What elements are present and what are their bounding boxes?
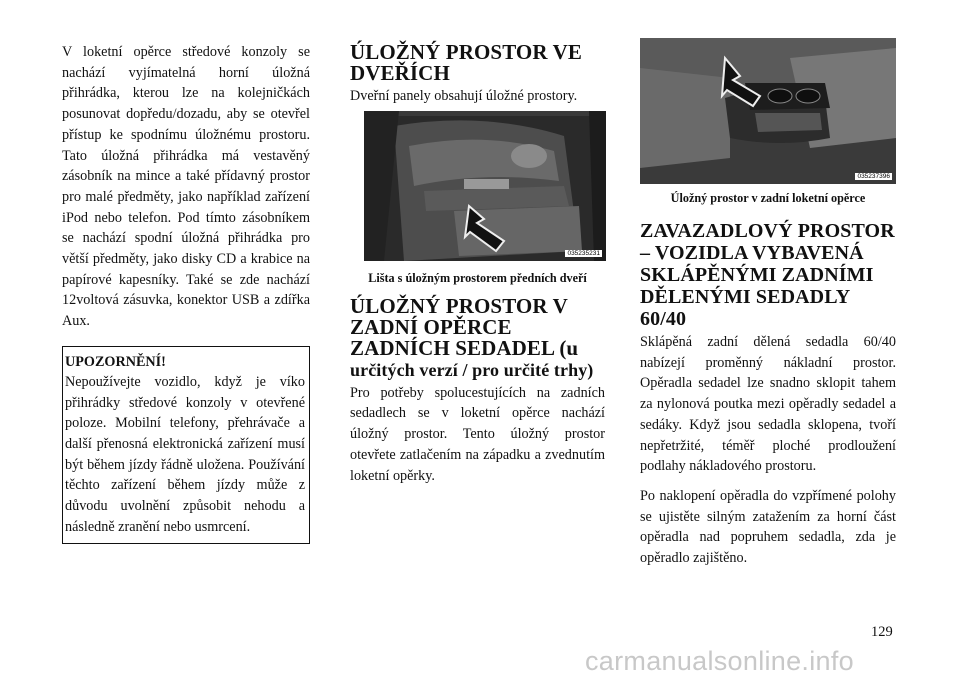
- warning-title: UPOZORNĚNÍ!: [65, 353, 166, 370]
- rear-armrest-figure: [640, 38, 896, 184]
- page-number: 129: [871, 624, 893, 640]
- door-storage-caption: Lišta s úložným prostorem předních dveří: [368, 270, 587, 285]
- watermark: carmanualsonline.info: [585, 646, 854, 676]
- console-storage-paragraph: V loketní opěrce středové konzoly se nachází vyjímatelná horní úložná přihrádka, kterou lze na kolejničkách posunovat dopředu/dozadu, aby se otevřel přístup ke spodnímu úložnému prostoru. Tato úložná přihrádka má vestavěný zásobník na mince a také přídavný prostor pro malé předměty, jako například zařízení iPod nebo telefon. Pod tímto zásobníkem se nachází spodní úložná přihrádka pro větší předměty, jako disky CD a krabice na papírové kapesníky. Také se zde nachází 12voltová zásuvka, konektor USB a zdířka Aux.: [62, 44, 310, 330]
- rear-armrest-caption: Úložný prostor v zadní loketní opěrce: [670, 191, 866, 205]
- column-2: [350, 42, 605, 495]
- door-storage-paragraph: Dveřní panely obsahují úložné prostory.: [350, 88, 578, 104]
- figure-code: 035235231: [567, 249, 600, 257]
- rear-armrest-heading-main: ÚLOŽNÝ PROSTOR V ZADNÍ OPĚRCE ZADNÍCH SEDADEL (u: [350, 293, 579, 360]
- warning-text: Nepoužívejte vozidlo, když je víko přihrádky středové konzoly v otevřené poloze. Mobilní telefony, přehrávače a další přenosná elektronická zařízení musí být během jízdy řádně uložena. Používání těchto zařízení během jízdy může z důvodu uvolnění způsobit nehodu a následně zranění nebo usmrcení.: [65, 373, 305, 535]
- rear-armrest-heading-sub: určitých verzí / pro určité trhy): [350, 359, 594, 380]
- rear-armrest-photo: [640, 38, 896, 184]
- figure-code: 035237396: [857, 173, 890, 180]
- door-storage-figure: [364, 111, 606, 261]
- trunk-paragraph-1: Sklápěná zadní dělená sedadla 60/40 nabízejí proměnný nákladní prostor. Opěradla sedadel lze snadno sklopit tahem za nylonová poutka mezi opěradly sedadel a sedáky. Když jsou sedadla sklopena, tvoří nepřetržité, téměř ploché prodloužení podlahy nákladového prostoru.: [640, 334, 896, 475]
- warning-box: [62, 346, 310, 545]
- column-1: [62, 42, 310, 544]
- rear-armrest-paragraph: Pro potřeby spolucestujících na zadních sedadlech se v loketní opěrce nachází úložný prostor. Tento úložný prostor otevřete zatlačením na západku a zvednutím loketní opěrky.: [350, 384, 605, 484]
- trunk-paragraph-2: Po naklopení opěradla do vzpřímené polohy se ujistěte silným zatažením za horní část opěradla nad popruhem sedadla, zda je opěradlo zajištěno.: [640, 487, 896, 567]
- door-storage-heading: ÚLOŽNÝ PROSTOR VE DVEŘÍCH: [350, 40, 582, 85]
- rear-armrest-heading: [350, 293, 605, 381]
- trunk-heading: ZAVAZADLOVÝ PROSTOR – VOZIDLA VYBAVENÁ SKLÁPĚNÝMI ZADNÍMI DĚLENÝMI SEDADLY 60/40: [640, 220, 895, 330]
- column-3: [640, 38, 896, 578]
- door-panel-photo: [364, 111, 606, 261]
